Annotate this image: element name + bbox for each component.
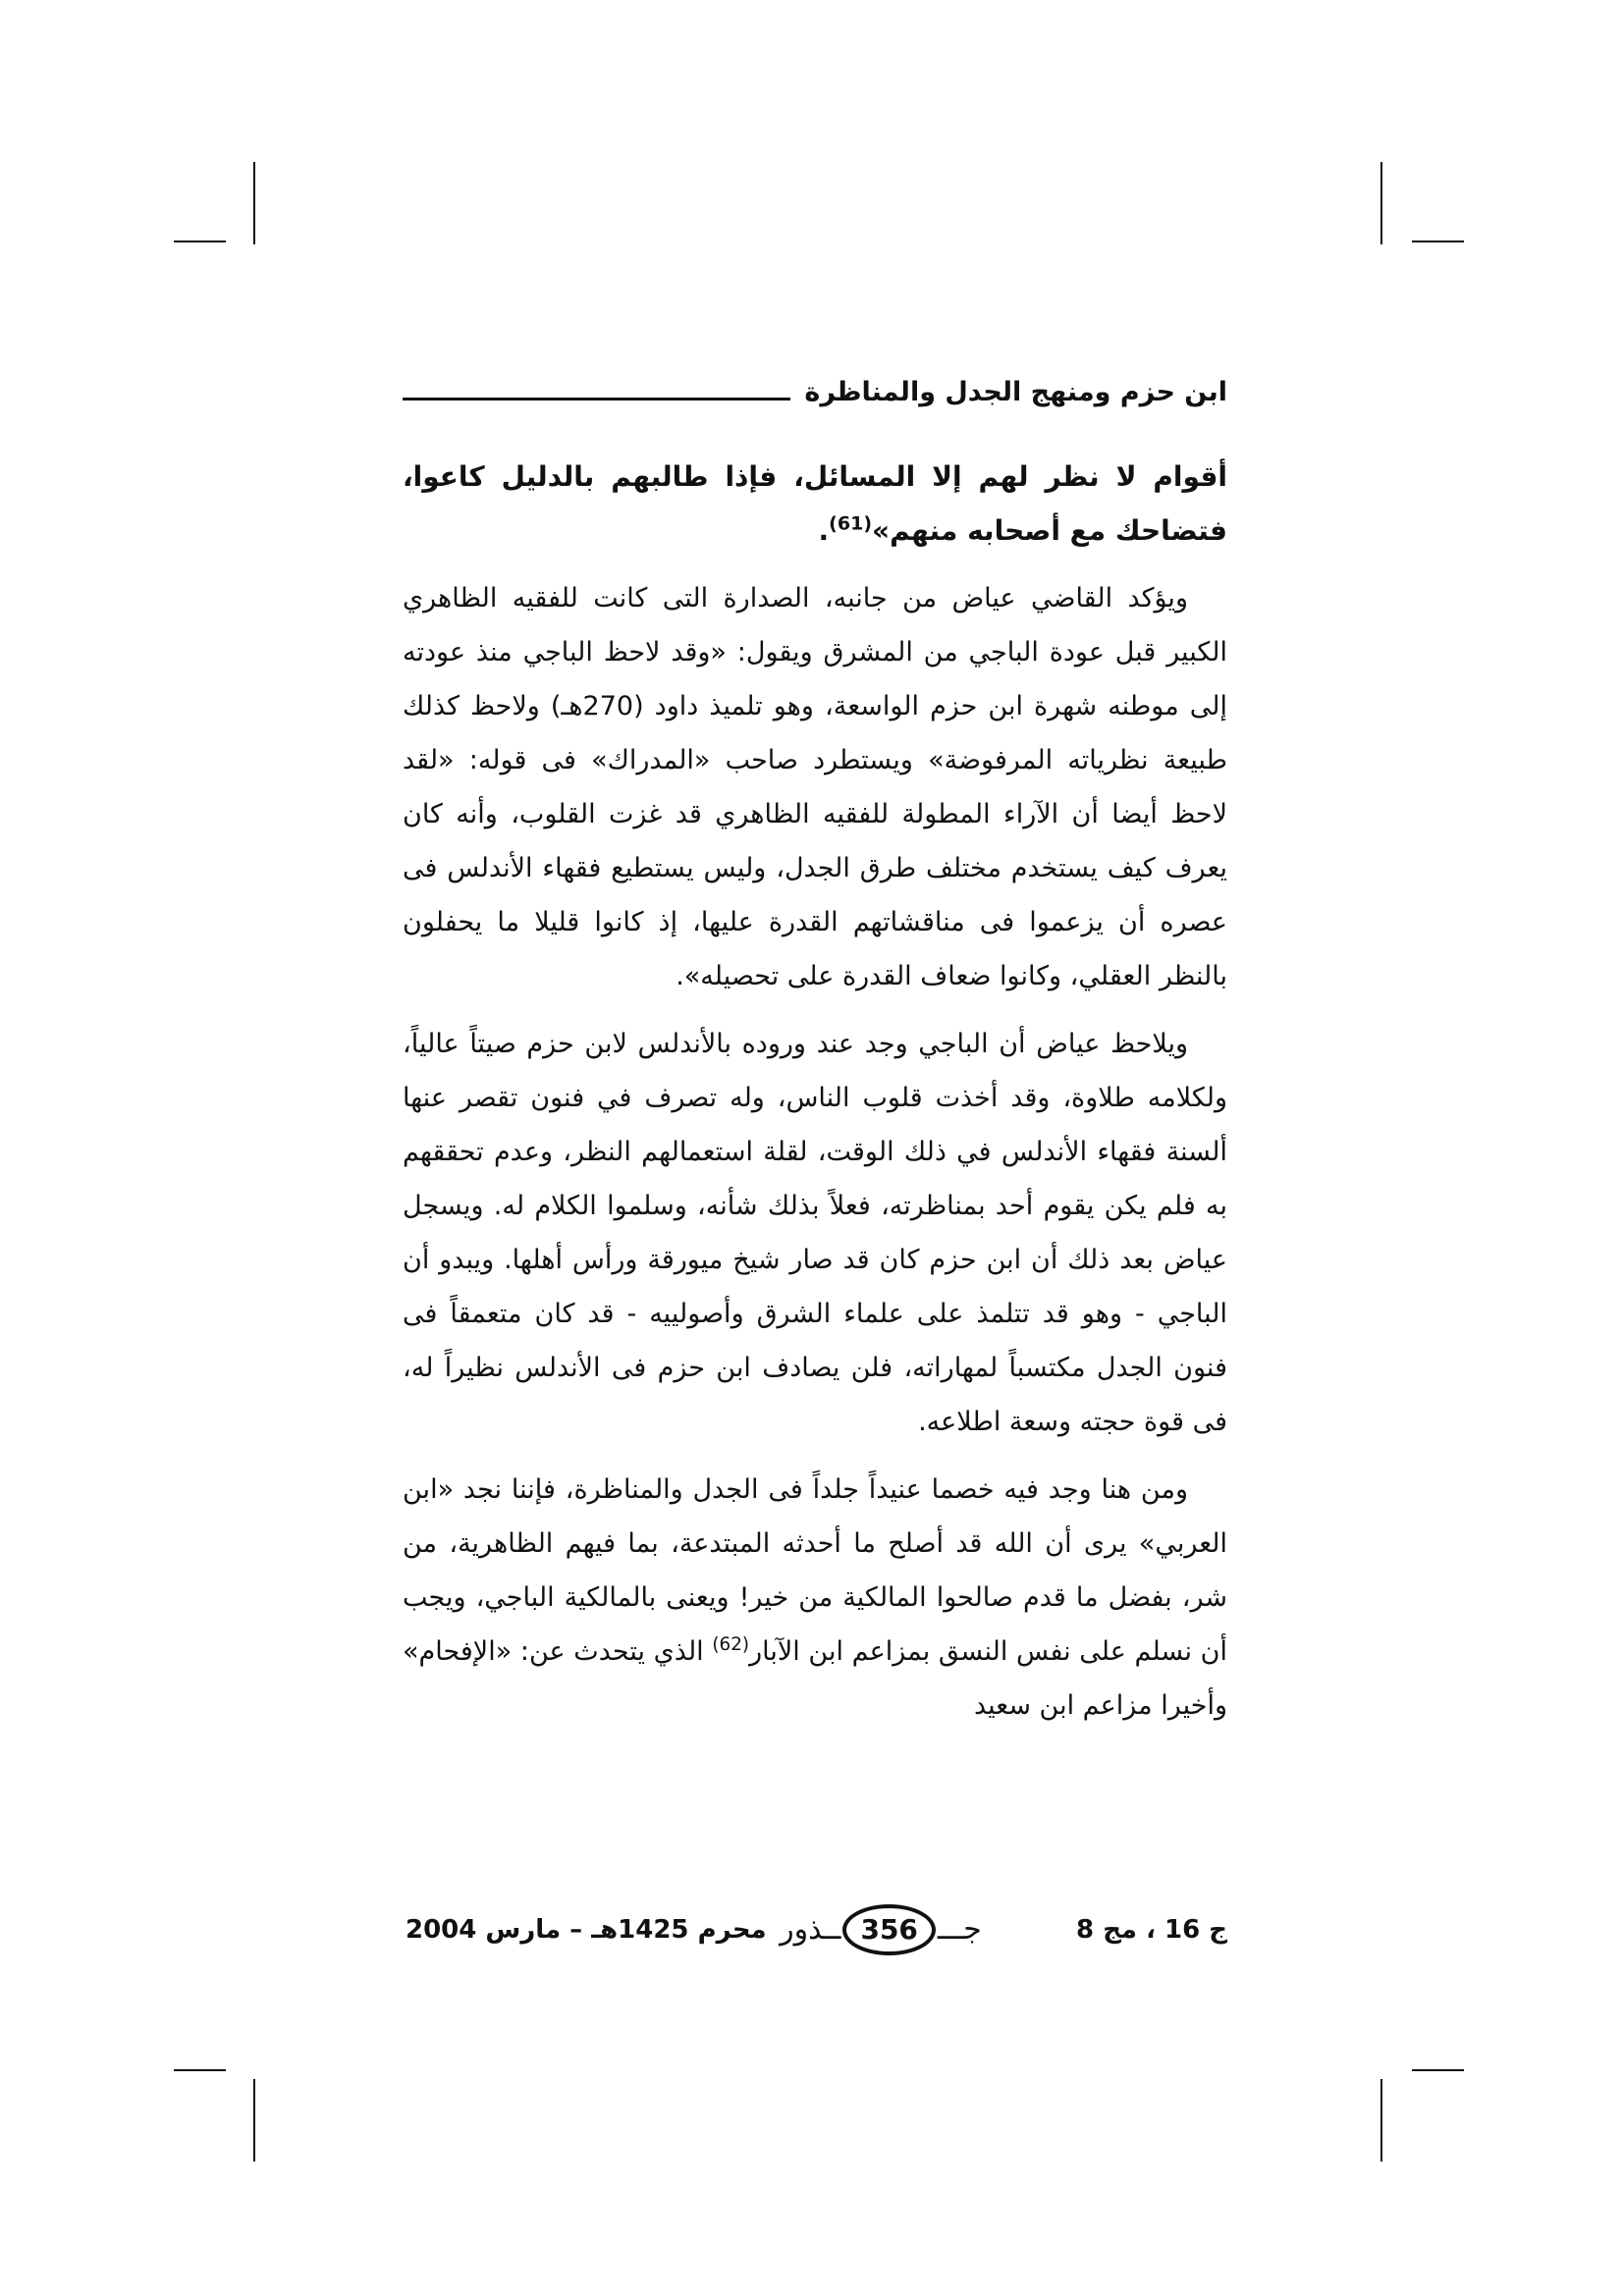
journal-logo (758, 1898, 1003, 1961)
running-title: ابن حزم ومنهج الجدل والمناظرة (804, 377, 1227, 407)
footer-date: محرم 1425هـ – مارس 2004 (406, 1915, 767, 1945)
footer-issue-volume: ج 16 ، مج 8 (1076, 1915, 1227, 1945)
crop-mark-bottom-left-vertical (253, 2079, 255, 2162)
paragraph-1-text: أقوام لا نظر لهم إلا المسائل، فإذا طالبهم بالدليل كاعوا، فتضاحك مع أصحابه منهم» (403, 460, 1227, 547)
paragraph-2: ويؤكد القاضي عياض من جانبه، الصدارة التى كانت للفقيه الظاهري الكبير قبل عودة الباجي من المشرق ويقول: «وقد لاحظ الباجي منذ عودته إلى موطنه شهرة ابن حزم الواسعة، وهو تلميذ داود (270هـ) ولاحظ كذلك طبيعة نظرياته المرفوضة» ويستطرد صاحب «المدراك» فى قوله: «لقد لاحظ أيضا أن الآراء المطولة للفقيه الظاهري قد غزت القلوب، وأنه كان يعرف كيف يستخدم مختلف طرق الجدل، وليس يستطيع فقهاء الأندلس فى عصره أن يزعموا فى مناقشاتهم القدرة عليها، إذ كانوا قليلا ما يحفلون بالنظر العقلي، وكانوا ضعاف القدرة على تحصيله». (403, 583, 1227, 991)
crop-mark-top-right-vertical (1380, 162, 1382, 244)
crop-mark-bottom-right-vertical (1380, 2079, 1382, 2162)
paragraph-1 (403, 450, 1227, 558)
header-rule (403, 398, 790, 400)
footnote-ref-61: (61) (829, 512, 873, 535)
logo-text-start: جـــ (937, 1912, 982, 1947)
page-number: 356 (842, 1904, 935, 1955)
logo-text-end: ــذور (780, 1912, 841, 1947)
paragraph-1-end: . (818, 514, 830, 547)
crop-mark-top-left-horizontal (174, 240, 226, 242)
paragraph-4-text: ومن هنا وجد فيه خصما عنيداً جلداً فى الجدل والمناظرة، فإننا نجد «ابن العربي» يرى أن الله قد أصلح ما أحدثه المبتدعة، بما فيهم الظاهرية، من شر، بفضل ما قدم صالحوا المالكية من خير! ويعنى بالمالكية الباجي، ويجب أن نسلم على نفس النسق بمزاعم ابن الآبار (403, 1474, 1227, 1667)
paragraph-4-end: الذي يتحدث عن: «الإفحام» وأخيرا مزاعم ابن سعيد (403, 1636, 1227, 1721)
article-body (403, 450, 1227, 1746)
crop-mark-top-right-horizontal (1412, 240, 1464, 242)
running-header (403, 373, 1227, 412)
paragraph-4 (403, 1463, 1227, 1733)
crop-mark-top-left-vertical (253, 162, 255, 244)
paragraph-3: ويلاحظ عياض أن الباجي وجد عند وروده بالأندلس لابن حزم صيتاً عالياً، ولكلامه طلاوة، وقد أخذت قلوب الناس، وله تصرف في فنون تقصر عنها ألسنة فقهاء الأندلس في ذلك الوقت، لقلة استعمالهم النظر، وعدم تحققهم به فلم يكن يقوم أحد بمناظرته، فعلاً بذلك شأنه، وسلموا الكلام له. ويسجل عياض بعد ذلك أن ابن حزم كان قد صار شيخ ميورقة ورأس أهلها. ويبدو أن الباجي - وهو قد تتلمذ على علماء الشرق وأصولييه - قد كان متعمقاً فى فنون الجدل مكتسباً لمهاراته، فلن يصادف ابن حزم فى الأندلس نظيراً له، فى قوة حجته وسعة اطلاعه. (403, 1029, 1227, 1437)
footnote-ref-62: (62) (712, 1634, 750, 1655)
crop-mark-bottom-left-horizontal (174, 2069, 226, 2071)
crop-mark-bottom-right-horizontal (1412, 2069, 1464, 2071)
